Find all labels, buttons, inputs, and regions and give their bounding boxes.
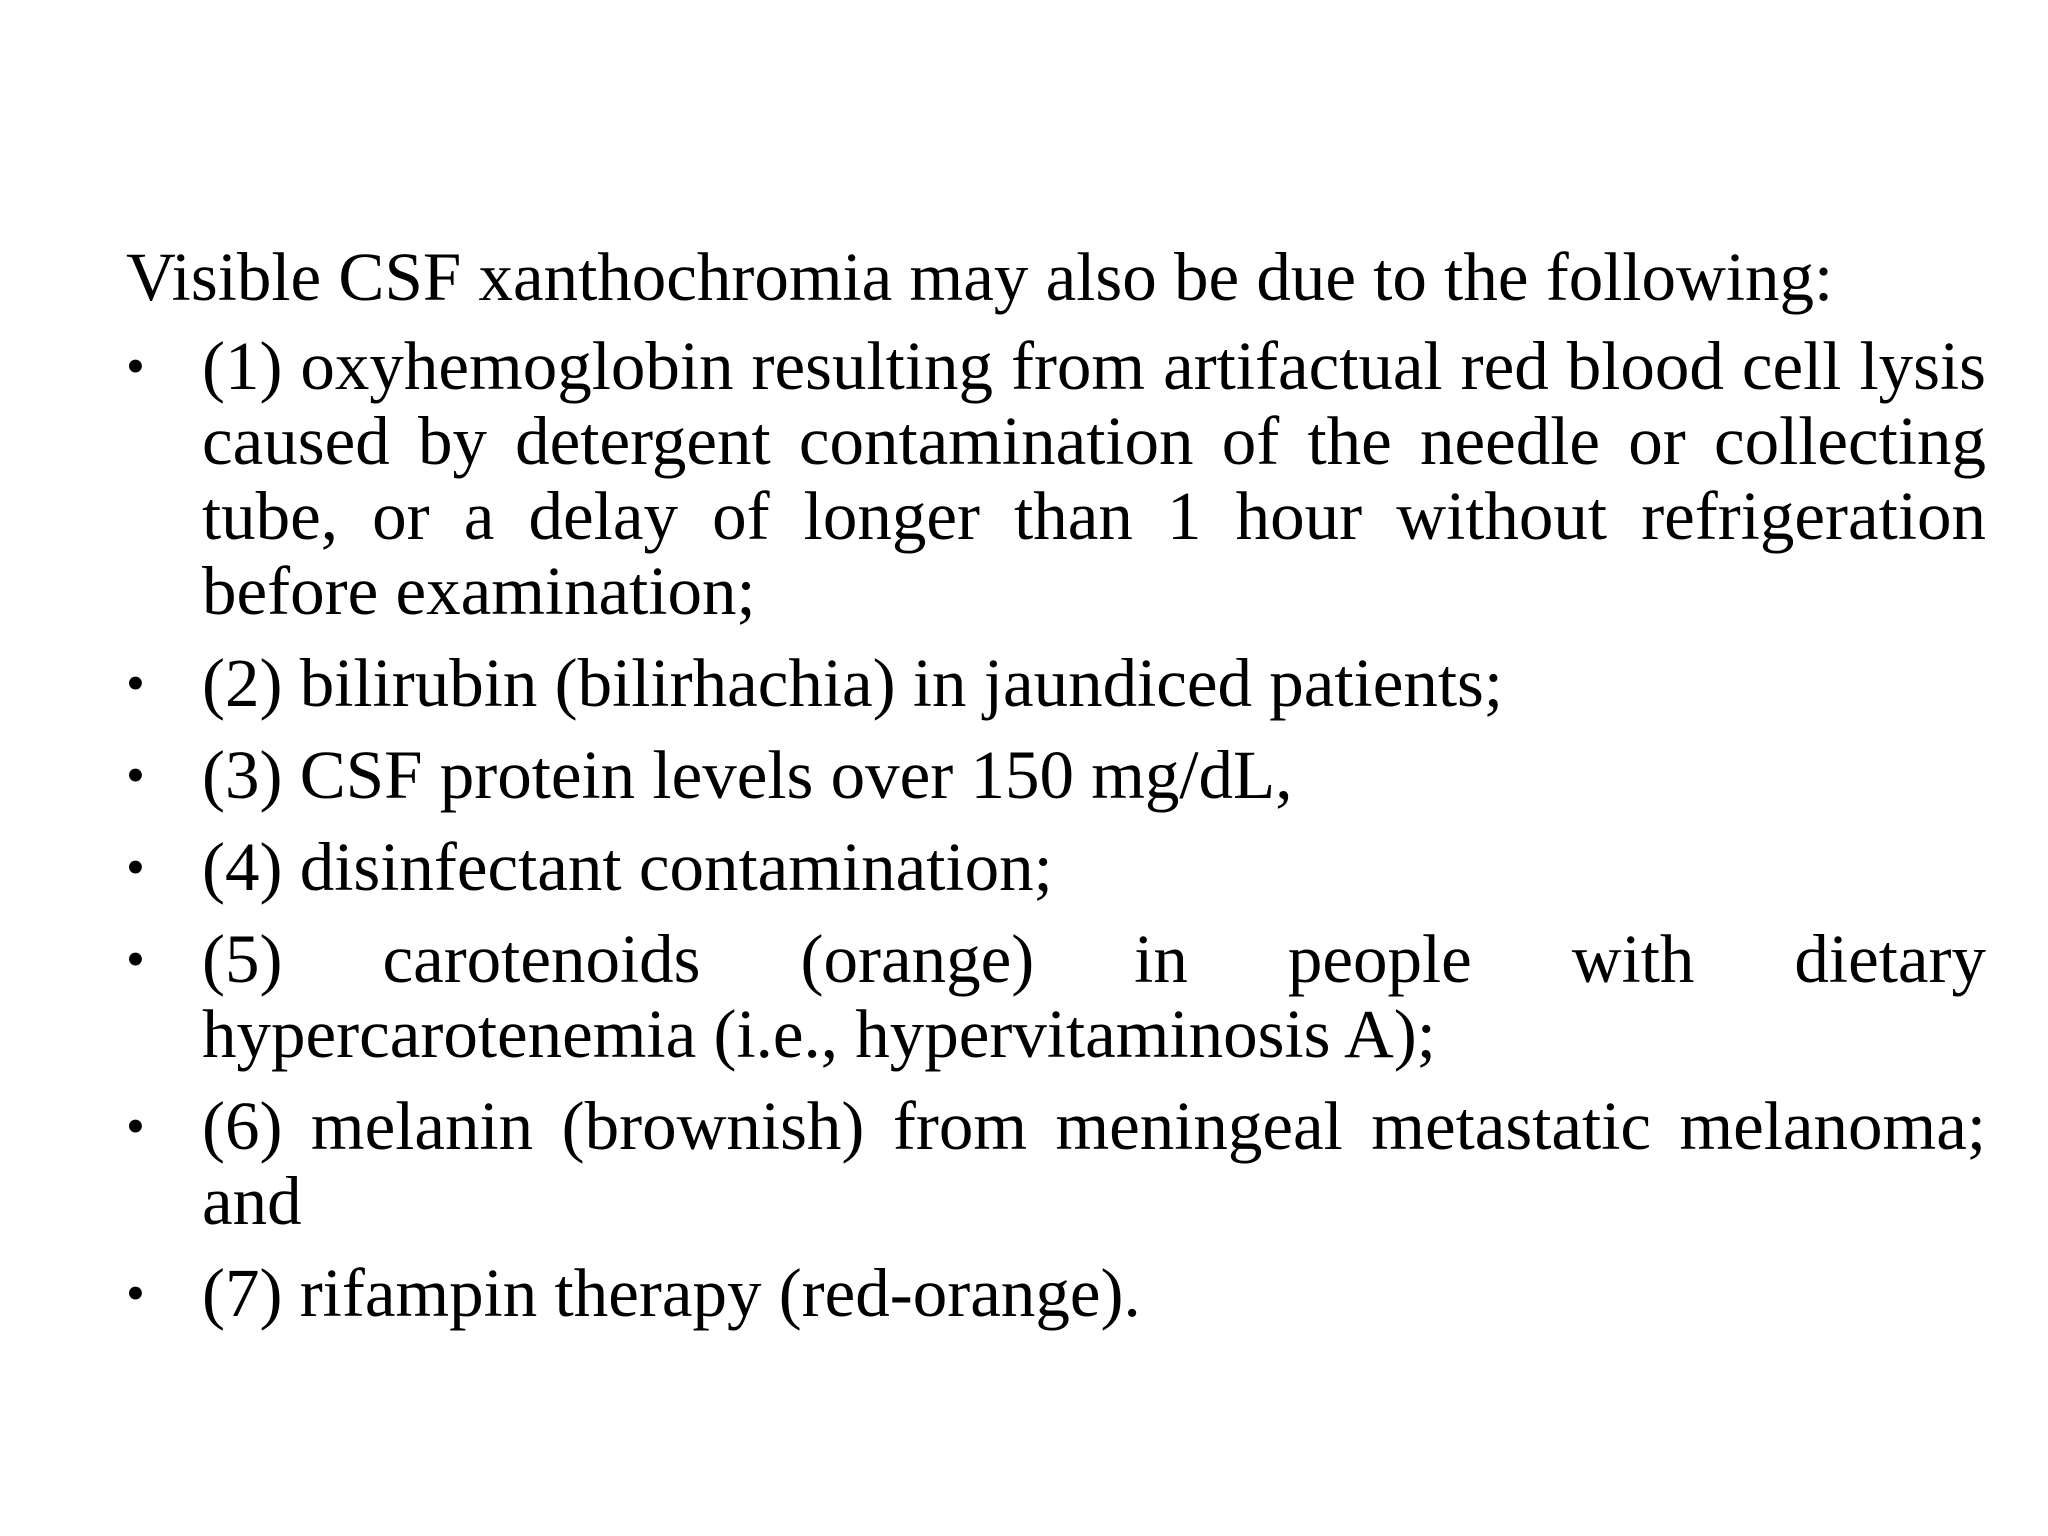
list-item (126, 738, 1986, 813)
bullet-icon: • (126, 1096, 145, 1156)
bullet-icon: • (126, 929, 145, 989)
bullet-icon: • (126, 653, 145, 713)
list-item (126, 1256, 1986, 1331)
bullet-icon: • (126, 837, 145, 897)
list-item-text: (7) rifampin therapy (red-orange). (202, 1255, 1141, 1331)
list-item-text: (6) melanin (brownish) from meningeal metastatic melanoma; and (202, 1088, 1986, 1239)
slide-body (126, 240, 1986, 1348)
list-item-text: (3) CSF protein levels over 150 mg/dL, (202, 737, 1293, 813)
list-item (126, 1089, 1986, 1239)
list-item (126, 329, 1986, 629)
bullet-list (126, 329, 1986, 1331)
list-item-text: (4) disinfectant contamination; (202, 829, 1053, 905)
bullet-icon: • (126, 336, 145, 396)
bullet-icon: • (126, 745, 145, 805)
list-item-text: (1) oxyhemoglobin resulting from artifactual red blood cell lysis caused by detergent contamination of the needle or collecting tube, or a delay of longer than 1 hour without refrigeration before examination; (202, 328, 1986, 629)
list-item (126, 830, 1986, 905)
list-item (126, 922, 1986, 1072)
list-item-text: (5) carotenoids (orange) in people with dietary hypercarotenemia (i.e., hypervitaminosis A); (202, 921, 1986, 1072)
list-item (126, 646, 1986, 721)
bullet-icon: • (126, 1263, 145, 1323)
list-item-text: (2) bilirubin (bilirhachia) in jaundiced patients; (202, 645, 1504, 721)
intro-text: Visible CSF xanthochromia may also be due to the following: (126, 239, 1834, 315)
